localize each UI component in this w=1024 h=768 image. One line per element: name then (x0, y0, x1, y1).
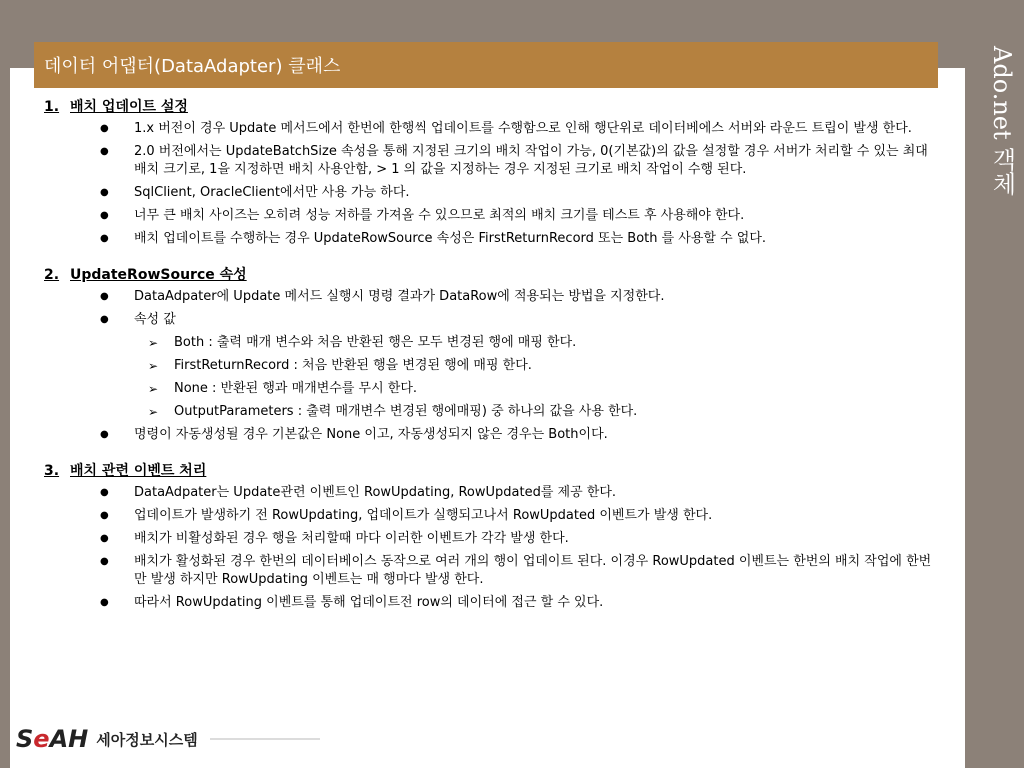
arrow-bullet-icon: ➢ (148, 359, 159, 373)
sub-list-item: ➢ OutputParameters : 출력 매개변수 변경된 행에매핑) 중 하나의 값을 사용 한다. (44, 403, 936, 421)
list-item: ● SqlClient, OracleClient에서만 사용 가능 하다. (44, 184, 936, 202)
slide-title: 데이터 어댑터(DataAdapter) 클래스 (44, 56, 341, 77)
arrow-bullet-icon: ➢ (148, 405, 159, 419)
list-item: ● DataAdpater는 Update관련 이벤트인 RowUpdating, RowUpdated를 제공 한다. (44, 484, 936, 502)
list-item: ● 너무 큰 배치 사이즈는 오히려 성능 저하를 가져올 수 있으므로 최적의 배치 크기를 테스트 후 사용해야 한다. (44, 207, 936, 225)
list-item: ● 배치가 활성화된 경우 한번의 데이터베이스 동작으로 여러 개의 행이 업데이트 된다. 이경우 RowUpdated 이벤트는 한번의 배치 작업에 한번만 발생 하지만 RowUpdating 이벤트는 매 행마다 발생 한다. (44, 553, 936, 589)
bullet-icon: ● (100, 210, 109, 221)
section-update-row-source (44, 266, 936, 444)
list-item: ● 명령이 자동생성될 경우 기본값은 None 이고, 자동생성되지 않은 경우는 Both이다. (44, 426, 936, 444)
section-number: 3. (44, 463, 60, 479)
section-title: 배치 업데이트 설정 (70, 99, 188, 115)
slide-content (44, 98, 936, 630)
bullet-icon: ● (100, 429, 109, 440)
bullet-icon: ● (100, 233, 109, 244)
list-item: ● DataAdpater에 Update 메서드 실행시 명령 결과가 DataRow에 적용되는 방법을 지정한다. (44, 288, 936, 306)
logo-wordmark: SeAH (16, 725, 89, 753)
section-heading (44, 266, 936, 284)
section-title: UpdateRowSource 속성 (70, 267, 247, 283)
arrow-bullet-icon: ➢ (148, 336, 159, 350)
sub-list-item: ➢ None : 반환된 행과 매개변수를 무시 한다. (44, 380, 936, 398)
section-heading (44, 98, 936, 116)
section-batch-update (44, 98, 936, 248)
section-title: 배치 관련 이벤트 처리 (70, 463, 207, 479)
list-item: ● 속성 값 (44, 311, 936, 329)
logo-company-name: 세아정보시스템 (96, 730, 198, 749)
company-logo (16, 724, 198, 754)
bullet-icon: ● (100, 533, 109, 544)
sub-list-item: ➢ FirstReturnRecord : 처음 반환된 행을 변경된 행에 매핑 한다. (44, 357, 936, 375)
arrow-bullet-icon: ➢ (148, 382, 159, 396)
slide-title-bar (34, 42, 938, 88)
bullet-icon: ● (100, 146, 109, 157)
bullet-icon: ● (100, 314, 109, 325)
bullet-icon: ● (100, 187, 109, 198)
section-number: 2. (44, 267, 60, 283)
list-item: ● 따라서 RowUpdating 이벤트를 통해 업데이트전 row의 데이터에 접근 할 수 있다. (44, 594, 936, 612)
bullet-icon: ● (100, 597, 109, 608)
section-number: 1. (44, 99, 60, 115)
bullet-icon: ● (100, 487, 109, 498)
bullet-icon: ● (100, 510, 109, 521)
list-item: ● 배치가 비활성화된 경우 행을 처리할때 마다 이러한 이벤트가 각각 발생 한다. (44, 530, 936, 548)
sub-list-item: ➢ Both : 출력 매개 변수와 처음 반환된 행은 모두 변경된 행에 매핑 한다. (44, 334, 936, 352)
side-title: Ado.net 객체 (988, 46, 1016, 196)
bullet-icon: ● (100, 556, 109, 567)
bullet-icon: ● (100, 123, 109, 134)
bullet-icon: ● (100, 291, 109, 302)
list-item: ● 배치 업데이트를 수행하는 경우 UpdateRowSource 속성은 FirstReturnRecord 또는 Both 를 사용할 수 없다. (44, 230, 936, 248)
list-item: ● 1.x 버전이 경우 Update 메서드에서 한번에 한행씩 업데이트를 수행함으로 인해 행단위로 데이터베에스 서버와 라운드 트립이 발생 한다. (44, 120, 936, 138)
list-item: ● 업데이트가 발생하기 전 RowUpdating, 업데이트가 실행되고나서 RowUpdated 이벤트가 발생 한다. (44, 507, 936, 525)
section-heading (44, 462, 936, 480)
section-batch-events (44, 462, 936, 612)
list-item: ● 2.0 버전에서는 UpdateBatchSize 속성을 통해 지정된 크기의 배치 작업이 가능, 0(기본값)의 값을 설정할 경우 서버가 처리할 수 있는 최대 배치 크기로, 1을 지정하면 배치 사용안함, > 1 의 값을 지정하는 경우 지정된 크기로 배치 작업이 수행 된다. (44, 143, 936, 179)
footer-divider (210, 738, 320, 740)
